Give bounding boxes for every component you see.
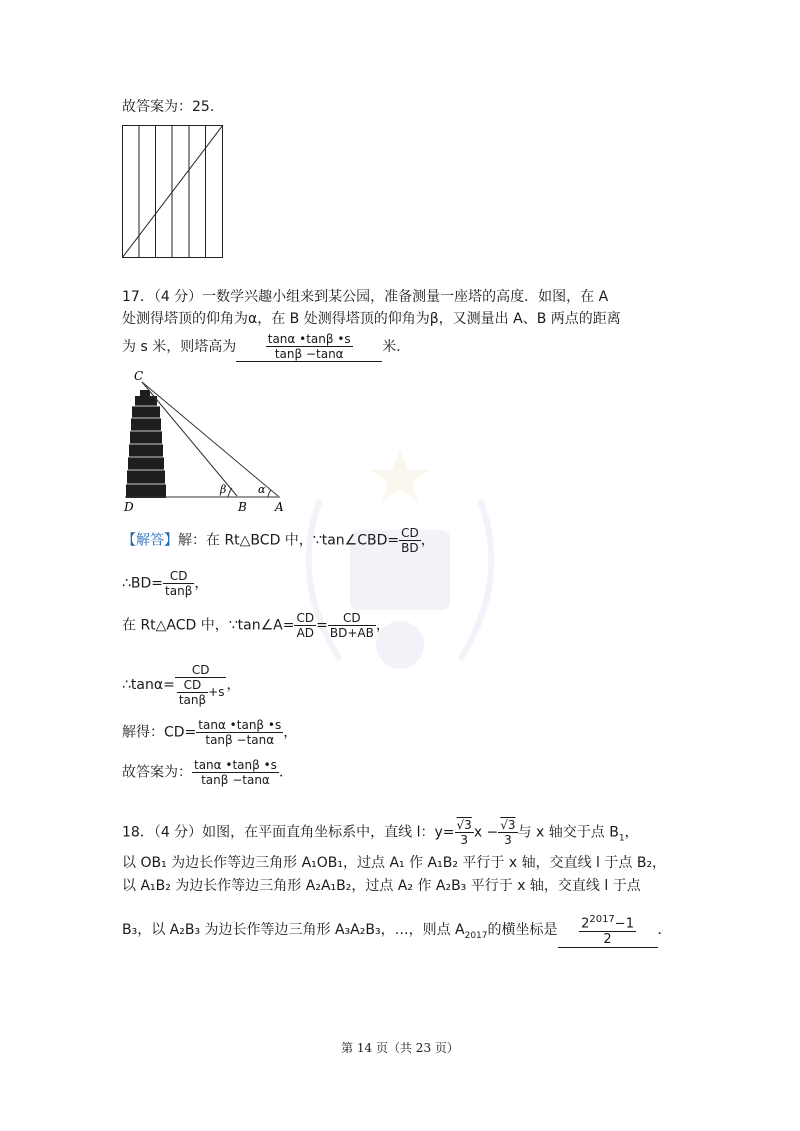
step3-eq: = (316, 617, 328, 634)
step6-fraction (192, 758, 279, 787)
q17-line3 (122, 332, 410, 362)
step4-plus: +s (208, 685, 225, 699)
q18-line2: 以 OB₁ 为边长作等边三角形 A₁OB₁，过点 A₁ 作 A₁B₂ 平行于 x 轴，交直线 l 于点 B₂， (122, 855, 667, 871)
step1-suffix: ， (420, 532, 435, 549)
label-A: A (275, 500, 284, 514)
q17-sol-step4 (122, 663, 240, 707)
label-beta: β (220, 483, 227, 496)
step1-fraction (399, 526, 421, 555)
step3-den2: BD+AB (329, 626, 374, 640)
q18-line4b: 的横坐标是 (487, 922, 558, 939)
step1-den: BD (401, 541, 419, 555)
watermark-logo (280, 440, 520, 700)
q18-ans-exp: 2017 (589, 914, 615, 925)
step6-den: tanβ −tanα (201, 773, 270, 787)
step2-num: CD (163, 569, 194, 584)
step2-suffix: ， (194, 575, 209, 592)
q18-p1d: ， (624, 824, 639, 841)
page-footer: 第 14 页（共 23 页） (341, 1041, 459, 1055)
step6-num: tanα •tanβ •s (194, 758, 277, 772)
q18-line4c: ． (657, 922, 672, 939)
q16-answer: 故答案为：25． (122, 99, 224, 115)
q18-frac1-den: 3 (460, 833, 468, 847)
q18-frac1 (455, 818, 474, 847)
step4-suffix: ， (226, 677, 241, 693)
step2-text: ∴BD= (122, 575, 164, 592)
q17-sol-step5 (122, 718, 297, 747)
step5-suffix: ， (283, 724, 298, 741)
label-B: B (238, 500, 247, 514)
q17-figure (120, 368, 290, 516)
step4-inner-fraction (177, 678, 208, 707)
q17-answer-den: tanβ −tanα (274, 347, 344, 361)
q17-line3-prefix: 为 s 米，则塔高为 (122, 339, 237, 355)
solution-tag: 【解答】 (122, 532, 178, 549)
step4-text: ∴tanα= (122, 677, 175, 693)
step5-num: tanα •tanβ •s (198, 718, 282, 732)
q18-p1b: x − (473, 824, 499, 841)
step4-inner-den: tanβ (178, 693, 207, 707)
q17-answer-blank (236, 332, 382, 362)
q17-answer-num: tanα •tanβ •s (267, 332, 351, 346)
q17-line3-suffix: 米． (382, 339, 411, 355)
q18-answer-fraction (579, 912, 636, 947)
step5-text: 解得：CD= (122, 724, 197, 741)
step3-den1: AD (296, 626, 315, 640)
step5-fraction (196, 718, 283, 747)
q18-p1c-sub: 1 (618, 833, 625, 844)
step4-fraction (175, 663, 227, 707)
q17-line2: 处测得塔顶的仰角为α，在 B 处测得塔顶的仰角为β，又测量出 A、B 两点的距离 (122, 311, 621, 327)
step3-num2: CD (328, 611, 376, 626)
q18-frac2-num: √3 (500, 818, 516, 832)
step3-num1: CD (296, 611, 315, 625)
q17-sol-step2 (122, 569, 208, 598)
q17-sol-step6 (122, 758, 293, 787)
step6-suffix: ． (278, 764, 293, 781)
q18-line4-sub: 2017 (464, 930, 488, 941)
q17-line1: 17．（4 分）一数学兴趣小组来到某公园，准备测量一座塔的高度．如图，在 A (122, 289, 609, 305)
step1-num: CD (401, 526, 419, 540)
step3-fraction1 (294, 611, 316, 640)
q18-line3: 以 A₁B₂ 为边长作等边三角形 A₂A₁B₂，过点 A₂ 作 A₂B₃ 平行于 x 轴，交直线 l 于点 (122, 878, 641, 894)
q17-sol-step1 (122, 526, 435, 555)
q18-line4a: B₃，以 A₂B₃ 为边长作等边三角形 A₃A₂B₃，…，则点 A (122, 922, 465, 939)
q18-answer-blank (558, 912, 658, 948)
q18-answer-num (579, 912, 636, 932)
q18-line4 (122, 912, 672, 948)
label-C: C (134, 369, 144, 383)
label-D: D (124, 500, 134, 514)
step3-text: 在 Rt△ACD 中，∵tan∠A= (122, 617, 295, 634)
q18-line1 (122, 818, 639, 848)
step2-den: tanβ (165, 584, 193, 598)
q18-frac2 (498, 818, 517, 847)
q17-answer-fraction (266, 332, 353, 361)
q16-figure (122, 125, 224, 259)
step4-num: CD (175, 663, 227, 678)
step1-text: 解：在 Rt△BCD 中，∵tan∠CBD= (178, 532, 400, 549)
q18-ans-rest: −1 (614, 916, 634, 932)
step4-inner-num: CD (177, 678, 208, 693)
step6-text: 故答案为： (122, 764, 192, 781)
step3-fraction2 (328, 611, 376, 640)
step2-fraction (163, 569, 194, 598)
q18-ans-base: 2 (581, 916, 590, 932)
step3-suffix: ， (375, 617, 390, 634)
q17-sol-step3 (122, 611, 390, 640)
q18-frac1-num: √3 (456, 818, 472, 832)
label-alpha: α (258, 483, 266, 496)
step5-den: tanβ −tanα (205, 733, 275, 747)
q18-frac2-den: 3 (504, 833, 512, 847)
q18-answer-den: 2 (603, 932, 612, 948)
q18-p1c: 与 x 轴交于点 B (517, 824, 619, 841)
q18-p1a: 18．（4 分）如图，在平面直角坐标系中，直线 l：y= (122, 824, 455, 841)
step4-den (175, 678, 227, 707)
